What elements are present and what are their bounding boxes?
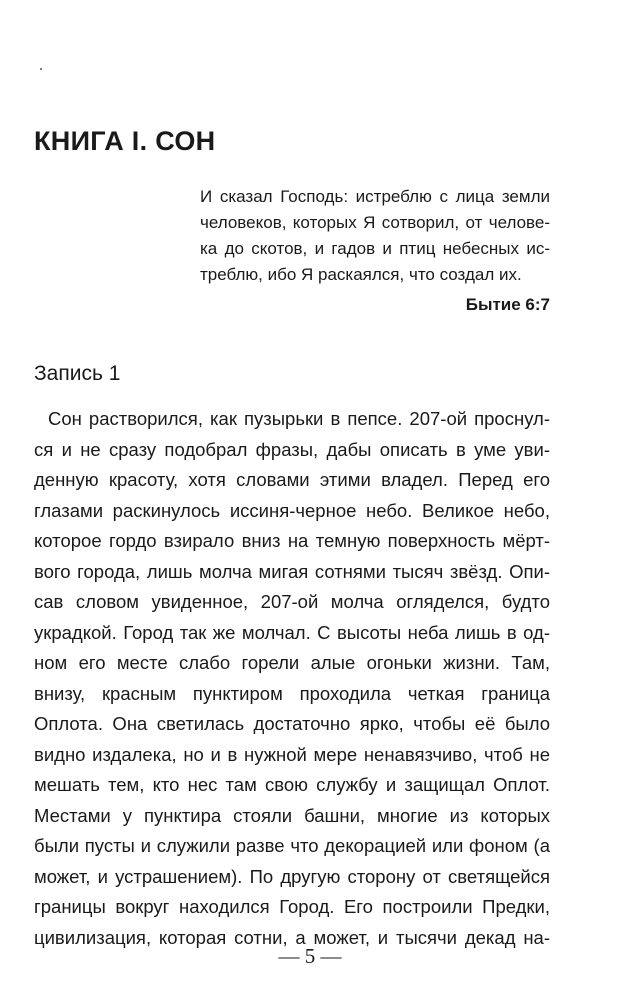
body-line: может, и устрашением). По другую сторону от светящейся — [34, 865, 550, 887]
epigraph-line: И сказал Господь: истреблю с лица земли — [200, 187, 550, 206]
body-line: Сон растворился, как пузырьки в пепсе. 207-ой проснул- — [48, 408, 550, 429]
body-line: украдкой. Город так же молчал. С высоты неба лишь в од- — [34, 621, 550, 643]
body-line: сав словом увиденное, 207-ой молча огляделся, будто — [34, 591, 550, 612]
entry-title: Запись 1 — [34, 362, 121, 385]
body-line: внизу, красным пунктиром проходила четкая граница — [34, 682, 550, 704]
chapter-title: КНИГА I. СОН — [34, 126, 216, 156]
epigraph-line: треблю, ибо Я раскаялся, что создал их. — [200, 265, 522, 284]
epigraph-line: человеков, которых Я сотворил, от челове- — [200, 213, 550, 232]
body-line: были пусты и служили разве что декорацией или фоном (а — [34, 835, 550, 856]
epigraph-line: ка до скотов, и гадов и птиц небесных ис- — [200, 239, 550, 258]
body-line: ся и не сразу подобрал фразы, дабы описать в уме уви- — [34, 438, 550, 460]
body-line: ном его месте слабо горели алые огоньки жизни. Там, — [34, 652, 550, 673]
body-line: Местами у пунктира стояли башни, многие из которых — [34, 804, 550, 826]
print-speck — [40, 68, 42, 70]
body-line: границы вокруг находился Город. Его построили Предки, — [34, 896, 550, 917]
body-line: видно издалека, но и в нужной мере ненавязчиво, чтоб не — [34, 743, 550, 765]
epigraph-source: Бытие 6:7 — [465, 295, 550, 314]
body-text — [34, 404, 550, 953]
body-line: глазами раскинулось иссиня-черное небо. Великое небо, — [34, 499, 550, 521]
page-number: — 5 — — [278, 944, 342, 968]
body-line: цивилизация, которая сотни, а может, и тысячи декад на- — [34, 926, 550, 948]
body-line: вого города, лишь молча мигая сотнями тысяч звёзд. Опи- — [34, 560, 550, 582]
body-line: денную красоту, хотя словами этими владел. Перед его — [34, 469, 550, 490]
body-line: которое гордо взирало вниз на темную поверхность мёрт- — [34, 530, 550, 551]
epigraph — [200, 184, 550, 318]
body-line: мешать тем, кто нес там свою службу и защищал Оплот. — [34, 774, 550, 795]
body-line: Оплота. Она светилась достаточно ярко, чтобы её было — [34, 713, 550, 734]
